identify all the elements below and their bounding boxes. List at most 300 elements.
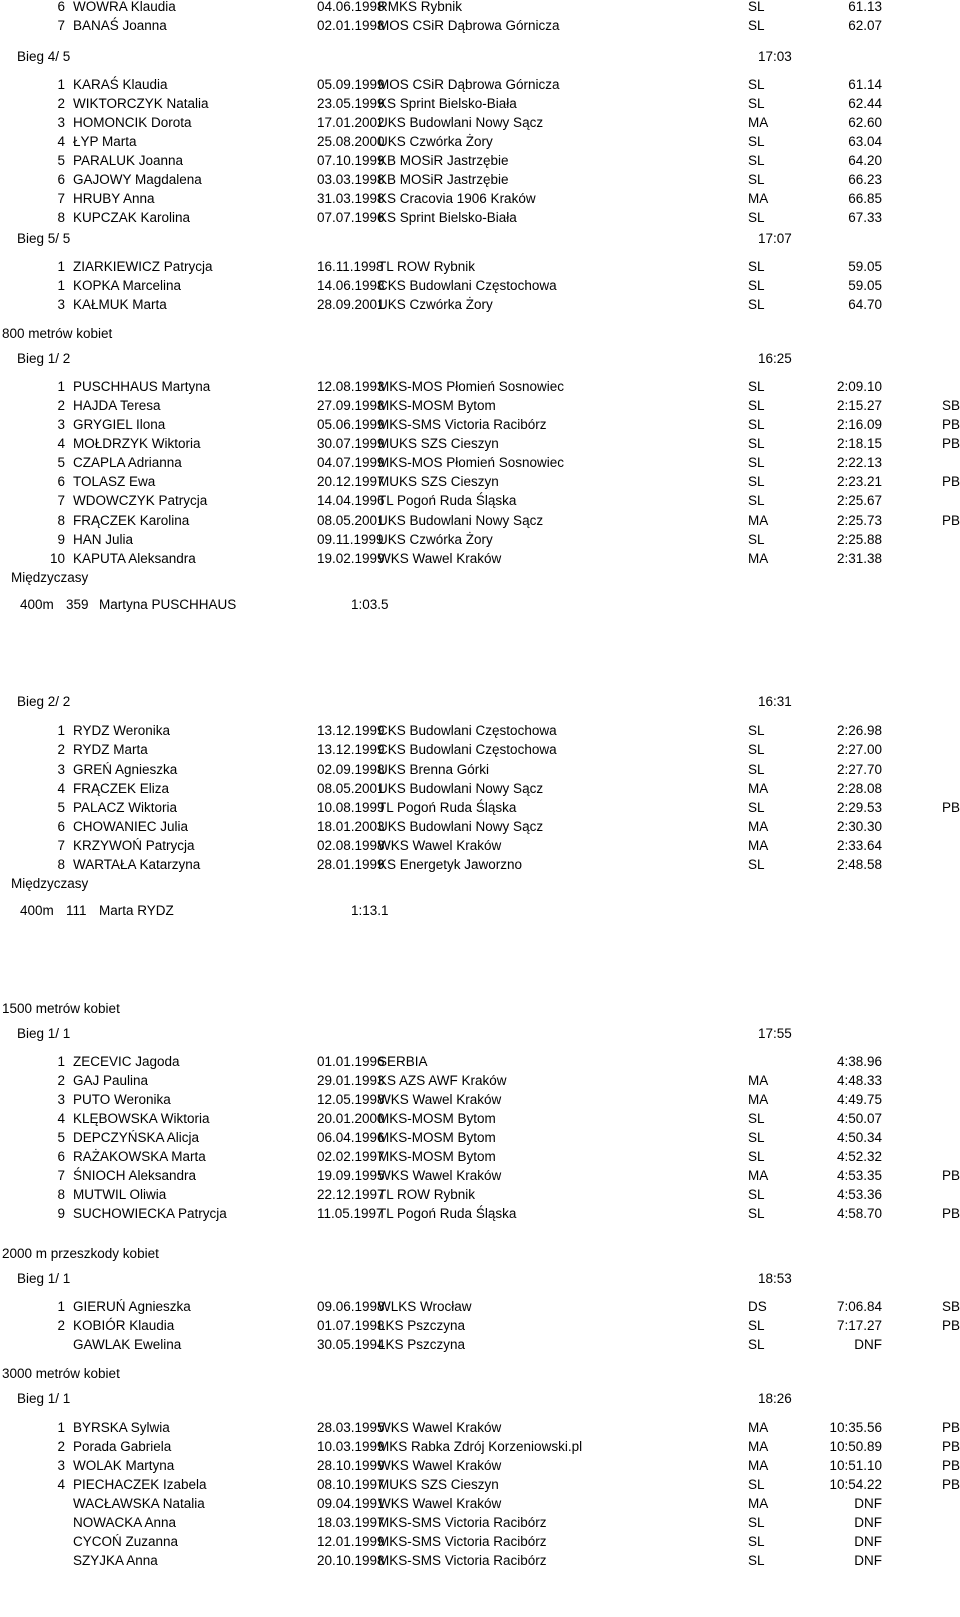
birth-date-cell: 14.04.1996 [317,493,385,508]
athlete-name-cell: WACŁAWSKA Natalia [73,1496,205,1511]
athlete-name-cell: ZIARKIEWICZ Patrycja [73,259,213,274]
club-cell: CKS Budowlani Częstochowa [378,723,557,738]
birth-date-cell: 09.04.1991 [317,1496,385,1511]
record-note-cell: PB [942,513,960,528]
club-cell: MKS-SMS Victoria Racibórz [378,1534,547,1549]
club-cell: KB MOSiR Jastrzębie [378,153,509,168]
athlete-name-cell: GREŃ Agnieszka [73,762,178,777]
place-cell: 8 [57,1187,65,1202]
region-cell: SL [748,857,765,872]
region-cell: DS [748,1299,767,1314]
region-cell: SL [748,493,765,508]
region-cell: MA [748,115,769,130]
result-cell: 66.85 [848,191,882,206]
region-cell: SL [748,532,765,547]
place-cell: 6 [57,172,65,187]
place-cell: 1 [57,723,65,738]
athlete-name-cell: WOLAK Martyna [73,1458,175,1473]
result-cell: 2:15.27 [836,398,882,413]
result-cell: 2:25.73 [836,513,882,528]
place-cell: 6 [57,474,65,489]
birth-date-cell: 28.09.2001 [317,297,385,312]
place-cell: 1 [57,278,65,293]
record-note-cell: PB [942,1477,960,1492]
region-cell: SL [748,297,765,312]
result-cell: 4:48.33 [836,1073,882,1088]
birth-date-cell: 20.12.1997 [317,474,385,489]
result-cell: 2:31.38 [836,551,882,566]
place-cell: 8 [57,513,65,528]
result-row [0,377,960,396]
result-row [0,1418,960,1437]
region-cell: SL [748,474,765,489]
birth-date-cell: 04.07.1999 [317,455,385,470]
result-row [0,549,960,568]
birth-date-cell: 28.03.1995 [317,1420,385,1435]
record-note-cell: PB [942,1420,960,1435]
split-bib-number: 359 [66,597,89,612]
result-row [0,1052,960,1071]
place-cell: 2 [57,1073,65,1088]
athlete-name-cell: WDOWCZYK Patrycja [73,493,208,508]
result-cell: 2:25.67 [836,493,882,508]
athlete-name-cell: KRZYWOŃ Patrycja [73,838,195,853]
result-cell: 2:25.88 [836,532,882,547]
region-cell: SL [748,259,765,274]
record-note-cell: PB [942,1458,960,1473]
region-cell: MA [748,838,769,853]
athlete-name-cell: GRYGIEL Ilona [73,417,166,432]
result-cell: 61.13 [848,0,882,14]
club-cell: KS Sprint Bielsko-Biała [378,96,517,111]
result-cell: 4:50.07 [836,1111,882,1126]
result-row [0,16,960,35]
birth-date-cell: 22.12.1997 [317,1187,385,1202]
result-row [0,472,960,491]
region-cell: SL [748,210,765,225]
region-cell: MA [748,1458,769,1473]
birth-date-cell: 30.05.1994 [317,1337,385,1352]
split-athlete-name: Martyna PUSCHHAUS [99,597,237,612]
heat-header [0,1024,960,1043]
region-cell: SL [748,1149,765,1164]
result-row [0,855,960,874]
athlete-name-cell: GIERUŃ Agnieszka [73,1299,191,1314]
result-row [0,1071,960,1090]
result-cell: 2:09.10 [836,379,882,394]
record-note-cell: PB [942,800,960,815]
club-cell: MKS Rabka Zdrój Korzeniowski.pl [378,1439,583,1454]
region-cell: MA [748,1439,769,1454]
result-row [0,530,960,549]
place-cell: 5 [57,800,65,815]
result-row [0,1456,960,1475]
region-cell: MA [748,1420,769,1435]
club-cell: LKS Pszczyna [378,1337,466,1352]
event-section-title [0,324,960,343]
region-cell: MA [748,513,769,528]
result-cell: 2:27.00 [836,742,882,757]
birth-date-cell: 30.07.1999 [317,436,385,451]
place-cell: 1 [57,1420,65,1435]
record-note-cell: PB [942,436,960,451]
club-cell: WLKS Wrocław [378,1299,472,1314]
place-cell: 9 [57,532,65,547]
athlete-name-cell: KOPKA Marcelina [73,278,182,293]
athlete-name-cell: RAŻAKOWSKA Marta [73,1149,206,1164]
athlete-name-cell: RYDZ Marta [73,742,148,757]
result-cell: 2:30.30 [836,819,882,834]
birth-date-cell: 08.10.1997 [317,1477,385,1492]
result-cell: 62.44 [848,96,882,111]
region-cell: SL [748,436,765,451]
birth-date-cell: 10.03.1999 [317,1439,385,1454]
club-cell: UKS Brenna Górki [378,762,490,777]
club-cell: WKS Wawel Kraków [378,1420,502,1435]
region-cell: SL [748,1318,765,1333]
birth-date-cell: 01.07.1998 [317,1318,385,1333]
heat-title: Bieg 1/ 1 [17,1026,71,1041]
result-cell: 59.05 [848,278,882,293]
club-cell: SERBIA [378,1054,428,1069]
region-cell: SL [748,278,765,293]
birth-date-cell: 19.02.1999 [317,551,385,566]
split-distance: 400m [20,903,54,918]
birth-date-cell: 14.06.1998 [317,278,385,293]
birth-date-cell: 13.12.1999 [317,723,385,738]
place-cell: 9 [57,1206,65,1221]
region-cell: SL [748,398,765,413]
athlete-name-cell: DEPCZYŃSKA Alicja [73,1130,200,1145]
result-cell: 2:16.09 [836,417,882,432]
place-cell: 4 [57,1477,65,1492]
result-row [0,396,960,415]
athlete-name-cell: SUCHOWIECKA Patrycja [73,1206,227,1221]
split-row [0,595,960,614]
result-row [0,836,960,855]
club-cell: TL ROW Rybnik [378,259,476,274]
split-row [0,901,960,920]
result-row [0,760,960,779]
club-cell: TL ROW Rybnik [378,1187,476,1202]
region-cell: SL [748,379,765,394]
heat-start-time: 16:31 [758,694,792,709]
heat-header [0,349,960,368]
result-row [0,170,960,189]
birth-date-cell: 10.08.1999 [317,800,385,815]
record-note-cell: SB [942,1299,960,1314]
birth-date-cell: 25.08.2000 [317,134,385,149]
place-cell: 8 [57,210,65,225]
birth-date-cell: 23.05.1999 [317,96,385,111]
place-cell: 2 [57,398,65,413]
region-cell: SL [748,742,765,757]
heat-title: Bieg 1/ 1 [17,1391,71,1406]
athlete-name-cell: WARTAŁA Katarzyna [73,857,201,872]
result-cell: 10:50.89 [829,1439,882,1454]
place-cell: 7 [57,838,65,853]
athlete-name-cell: HAJDA Teresa [73,398,161,413]
birth-date-cell: 12.08.1993 [317,379,385,394]
result-cell: 2:27.70 [836,762,882,777]
result-cell: 4:53.36 [836,1187,882,1202]
athlete-name-cell: GAJOWY Magdalena [73,172,202,187]
club-cell: MKS-MOSM Bytom [378,1149,496,1164]
result-row [0,276,960,295]
result-row [0,1109,960,1128]
result-cell: 67.33 [848,210,882,225]
birth-date-cell: 07.07.1996 [317,210,385,225]
club-cell: WKS Wawel Kraków [378,838,502,853]
athlete-name-cell: KLĘBOWSKA Wiktoria [73,1111,210,1126]
heat-header [0,692,960,711]
result-row [0,415,960,434]
record-note-cell: PB [942,474,960,489]
result-cell: 4:52.32 [836,1149,882,1164]
result-cell: 10:54.22 [829,1477,882,1492]
athlete-name-cell: PIECHACZEK Izabela [73,1477,207,1492]
result-row [0,151,960,170]
result-cell: 59.05 [848,259,882,274]
athlete-name-cell: CHOWANIEC Julia [73,819,189,834]
result-cell: 4:50.34 [836,1130,882,1145]
club-cell: KS Sprint Bielsko-Biała [378,210,517,225]
result-row [0,257,960,276]
region-cell: SL [748,1111,765,1126]
event-title: 3000 metrów kobiet [2,1366,120,1381]
event-section-title [0,1244,960,1263]
birth-date-cell: 12.01.1999 [317,1534,385,1549]
athlete-name-cell: ŁYP Marta [73,134,137,149]
athlete-name-cell: WOWRA Klaudia [73,0,176,14]
result-row [0,189,960,208]
result-row [0,817,960,836]
record-note-cell: PB [942,1439,960,1454]
athlete-name-cell: MUTWIL Oliwia [73,1187,167,1202]
club-cell: UKS Czwórka Żory [378,297,493,312]
place-cell: 3 [57,115,65,130]
club-cell: UKS Budowlani Nowy Sącz [378,819,544,834]
result-row [0,295,960,314]
club-cell: MKS-MOSM Bytom [378,1111,496,1126]
athlete-name-cell: FRĄCZEK Eliza [73,781,170,796]
birth-date-cell: 03.03.1998 [317,172,385,187]
heat-header [0,1389,960,1408]
birth-date-cell: 13.12.1999 [317,742,385,757]
club-cell: MKS-MOSM Bytom [378,1130,496,1145]
result-row [0,434,960,453]
result-row [0,1166,960,1185]
athlete-name-cell: KAPUTA Aleksandra [73,551,196,566]
result-cell: 64.70 [848,297,882,312]
splits-heading: Międzyczasy [11,876,89,891]
club-cell: TL Pogoń Ruda Śląska [378,800,517,815]
splits-heading: Międzyczasy [11,570,89,585]
club-cell: UKS Czwórka Żory [378,134,493,149]
split-time: 1:13.1 [351,903,389,918]
result-row [0,1494,960,1513]
place-cell: 3 [57,1458,65,1473]
place-cell: 5 [57,455,65,470]
birth-date-cell: 08.05.2001 [317,513,385,528]
result-row [0,1316,960,1335]
heat-header [0,47,960,66]
birth-date-cell: 16.11.1998 [317,259,384,274]
place-cell: 5 [57,1130,65,1145]
event-title: 1500 metrów kobiet [2,1001,120,1016]
result-row [0,1147,960,1166]
region-cell: SL [748,1515,765,1530]
place-cell: 2 [57,742,65,757]
heat-start-time: 17:07 [758,231,792,246]
place-cell: 7 [57,1168,65,1183]
place-cell: 1 [57,77,65,92]
region-cell: SL [748,1206,765,1221]
region-cell: SL [748,0,765,14]
region-cell: MA [748,191,769,206]
result-cell: 4:58.70 [836,1206,882,1221]
athlete-name-cell: PARALUK Joanna [73,153,184,168]
club-cell: MKS-SMS Victoria Racibórz [378,1553,547,1568]
club-cell: MKS-MOSM Bytom [378,398,496,413]
athlete-name-cell: ZECEVIC Jagoda [73,1054,180,1069]
result-cell: 2:29.53 [836,800,882,815]
record-note-cell: PB [942,1318,960,1333]
birth-date-cell: 20.10.1998 [317,1553,385,1568]
athlete-name-cell: PUSCHHAUS Martyna [73,379,211,394]
result-cell: 4:38.96 [836,1054,882,1069]
place-cell: 3 [57,417,65,432]
place-cell: 2 [57,1318,65,1333]
club-cell: UKS Budowlani Nowy Sącz [378,115,544,130]
result-row [0,1335,960,1354]
region-cell: MA [748,819,769,834]
club-cell: MKS-MOS Płomień Sosnowiec [378,379,565,394]
birth-date-cell: 04.06.1998 [317,0,385,14]
club-cell: MKS-SMS Victoria Racibórz [378,417,547,432]
birth-date-cell: 28.01.1999 [317,857,385,872]
place-cell: 8 [57,857,65,872]
birth-date-cell: 09.11.1999 [317,532,384,547]
heat-start-time: 16:25 [758,351,792,366]
result-cell: 2:22.13 [836,455,882,470]
place-cell: 7 [57,18,65,33]
club-cell: RMKS Rybnik [378,0,463,14]
result-row [0,798,960,817]
club-cell: UKS Budowlani Nowy Sącz [378,513,544,528]
athlete-name-cell: CYCOŃ Zuzanna [73,1534,179,1549]
heat-title: Bieg 4/ 5 [17,49,71,64]
event-title: 800 metrów kobiet [2,326,113,341]
region-cell: SL [748,1534,765,1549]
result-row [0,208,960,227]
place-cell: 3 [57,297,65,312]
result-cell: 2:23.21 [836,474,882,489]
heat-start-time: 17:03 [758,49,792,64]
club-cell: CKS Budowlani Częstochowa [378,278,557,293]
region-cell: MA [748,781,769,796]
place-cell: 1 [57,1299,65,1314]
region-cell: SL [748,800,765,815]
region-cell: SL [748,18,765,33]
heat-start-time: 18:26 [758,1391,792,1406]
athlete-name-cell: SZYJKA Anna [73,1553,158,1568]
birth-date-cell: 11.05.1997 [317,1206,384,1221]
athlete-name-cell: WIKTORCZYK Natalia [73,96,209,111]
club-cell: MUKS SZS Cieszyn [378,1477,499,1492]
birth-date-cell: 01.01.1996 [317,1054,385,1069]
split-athlete-name: Marta RYDZ [99,903,174,918]
result-cell: DNF [854,1337,882,1352]
result-cell: 61.14 [848,77,882,92]
split-bib-number: 111 [66,903,87,918]
club-cell: TL Pogoń Ruda Śląska [378,1206,517,1221]
club-cell: MUKS SZS Cieszyn [378,474,499,489]
result-row [0,1551,960,1570]
record-note-cell: PB [942,1168,960,1183]
heat-title: Bieg 5/ 5 [17,231,71,246]
result-cell: 63.04 [848,134,882,149]
result-cell: 10:51.10 [829,1458,882,1473]
result-cell: DNF [854,1515,882,1530]
club-cell: MOS CSiR Dąbrowa Górnicza [378,18,560,33]
splits-label [0,874,960,893]
result-row [0,1437,960,1456]
region-cell: SL [748,1337,765,1352]
result-row [0,740,960,759]
club-cell: UKS Budowlani Nowy Sącz [378,781,544,796]
result-cell: 10:35.56 [829,1420,882,1435]
birth-date-cell: 02.02.1997 [317,1149,385,1164]
club-cell: KS Cracovia 1906 Kraków [378,191,536,206]
athlete-name-cell: HAN Julia [73,532,134,547]
athlete-name-cell: GAJ Paulina [73,1073,149,1088]
split-time: 1:03.5 [351,597,389,612]
result-row [0,1204,960,1223]
record-note-cell: PB [942,1206,960,1221]
athlete-name-cell: Porada Gabriela [73,1439,172,1454]
place-cell: 3 [57,1092,65,1107]
club-cell: TL Pogoń Ruda Śląska [378,493,517,508]
birth-date-cell: 05.06.1999 [317,417,385,432]
region-cell: MA [748,1168,769,1183]
club-cell: WKS Wawel Kraków [378,1496,502,1511]
club-cell: MKS-SMS Victoria Racibórz [378,1515,547,1530]
region-cell: SL [748,153,765,168]
club-cell: CKS Budowlani Częstochowa [378,742,557,757]
result-cell: 4:53.35 [836,1168,882,1183]
birth-date-cell: 06.04.1996 [317,1130,385,1145]
athlete-name-cell: BANAŚ Joanna [73,18,167,33]
result-row [0,113,960,132]
result-row [0,779,960,798]
athlete-name-cell: KAŁMUK Marta [73,297,167,312]
region-cell: SL [748,172,765,187]
birth-date-cell: 07.10.1999 [317,153,385,168]
result-cell: 7:06.84 [836,1299,882,1314]
event-section-title [0,1364,960,1383]
athlete-name-cell: RYDZ Weronika [73,723,171,738]
club-cell: WKS Wawel Kraków [378,1458,502,1473]
place-cell: 2 [57,1439,65,1454]
athlete-name-cell: HRUBY Anna [73,191,155,206]
club-cell: UKS Czwórka Żory [378,532,493,547]
place-cell: 5 [57,153,65,168]
region-cell: SL [748,1187,765,1202]
region-cell: SL [748,77,765,92]
record-note-cell: PB [942,417,960,432]
result-row [0,1185,960,1204]
